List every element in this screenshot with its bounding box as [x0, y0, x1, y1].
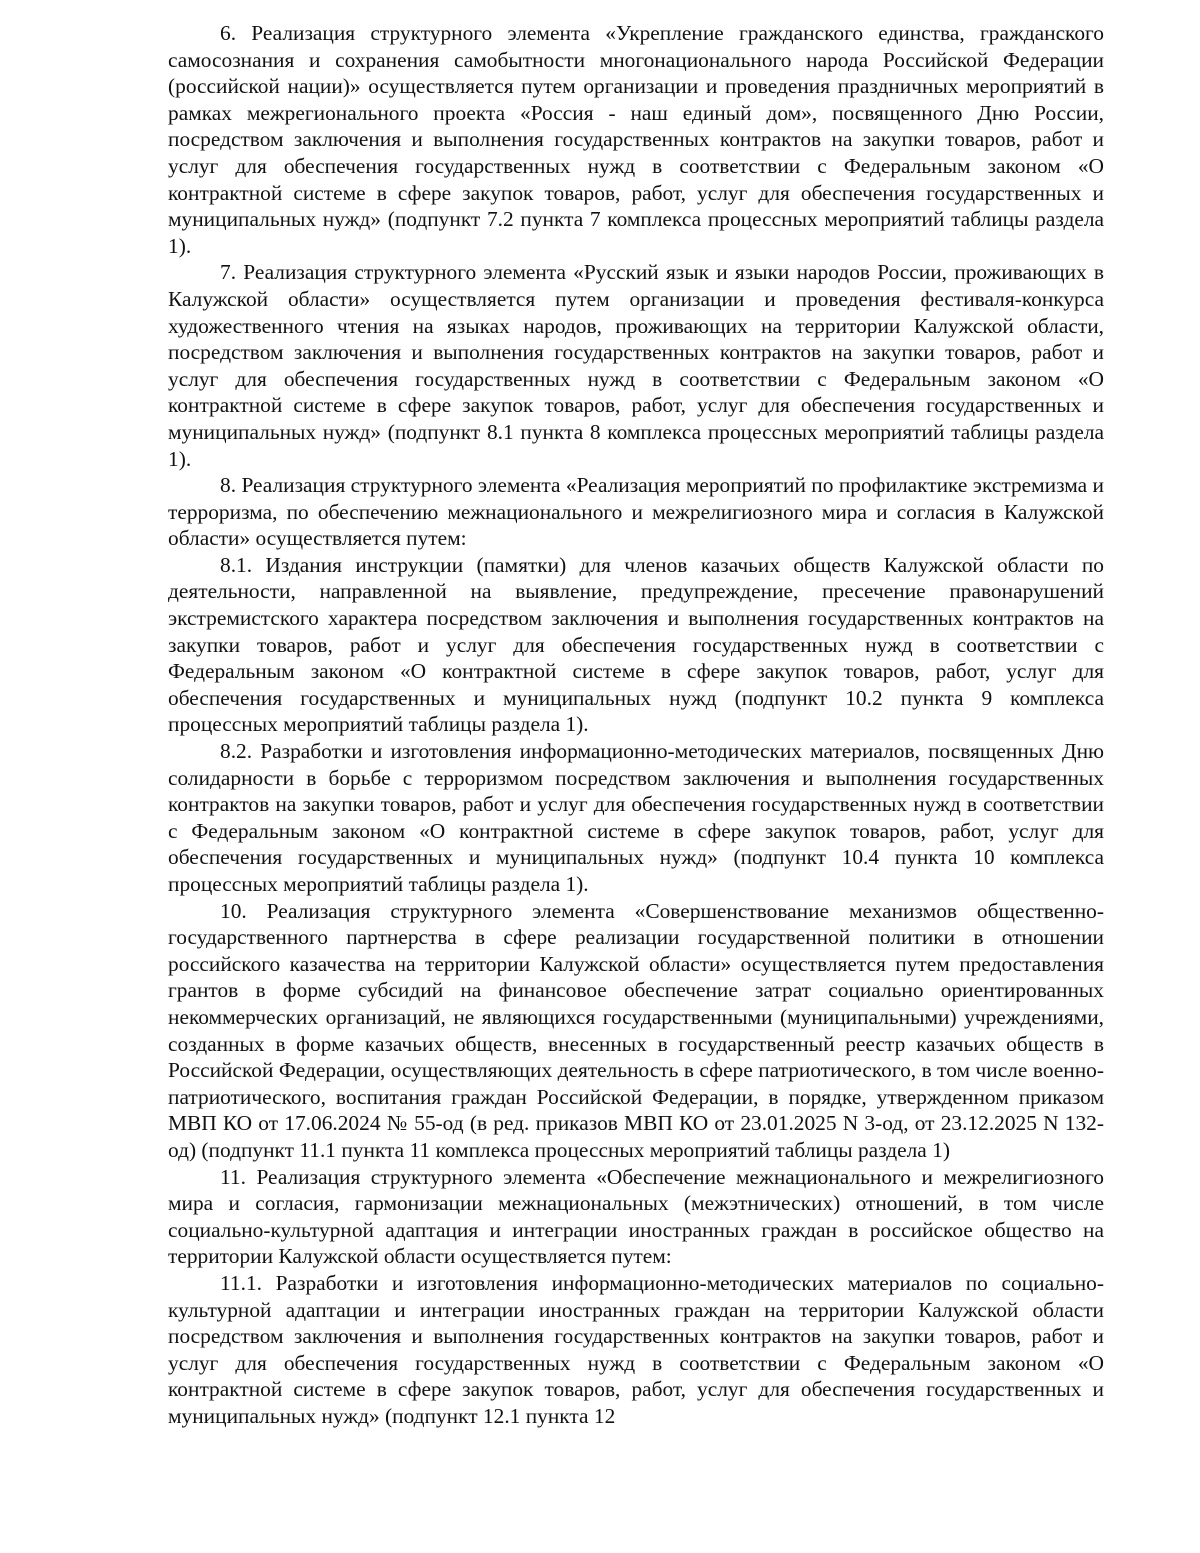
- paragraph-8-2: 8.2. Разработки и изготовления информационно-методических материалов, посвященных Дню солидарности в борьбе с терроризмом посредством заключения и выполнения государственных контрактов на закупки товаров, работ и услуг для обеспечения государственных нужд в соответствии с Федеральным законом «О контрактной системе в сфере закупок товаров, работ, услуг для обеспечения государственных и муниципальных нужд» (подпункт 10.4 пункта 10 комплекса процессных мероприятий таблицы раздела 1).: [168, 739, 1104, 896]
- paragraph-11-1: 11.1. Разработки и изготовления информационно-методических материалов по социально-культурной адаптации и интеграции иностранных граждан на территории Калужской области посредством заключения и выполнения государственных контрактов на закупки товаров, работ и услуг для обеспечения государственных нужд в соответствии с Федеральным законом «О контрактной системе в сфере закупок товаров, работ, услуг для обеспечения государственных и муниципальных нужд» (подпункт 12.1 пункта 12: [168, 1270, 1104, 1428]
- document-page: [168, 20, 1104, 1429]
- paragraph-6: 6. Реализация структурного элемента «Укрепление гражданского единства, гражданского самосознания и сохранения самобытности многонационального народа Российской Федерации (российской нации)» осуществляется путем организации и проведения праздничных мероприятий в рамках межрегионального проекта «Россия - наш единый дом», посвященного Дню России, посредством заключения и выполнения государственных контрактов на закупки товаров, работ и услуг для обеспечения государственных нужд в соответствии с Федеральным законом «О контрактной системе в сфере закупок товаров, работ, услуг для обеспечения государственных и муниципальных нужд» (подпункт 7.2 пункта 7 комплекса процессных мероприятий таблицы раздела 1).: [168, 21, 1104, 258]
- paragraph-7: 7. Реализация структурного элемента «Русский язык и языки народов России, проживающих в Калужской области» осуществляется путем организации и проведения фестиваля-конкурса художественного чтения на языках народов, проживающих на территории Калужской области, посредством заключения и выполнения государственных контрактов на закупки товаров, работ и услуг для обеспечения государственных нужд в соответствии с Федеральным законом «О контрактной системе в сфере закупок товаров, работ, услуг для обеспечения государственных и муниципальных нужд» (подпункт 8.1 пункта 8 комплекса процессных мероприятий таблицы раздела 1).: [168, 260, 1104, 471]
- paragraph-10: 10. Реализация структурного элемента «Совершенствование механизмов общественно-государственного партнерства в сфере реализации государственной политики в отношении российского казачества на территории Калужской области» осуществляется путем предоставления грантов в форме субсидий на финансовое обеспечение затрат социально ориентированных некоммерческих организаций, не являющихся государственными (муниципальными) учреждениями, созданных в форме казачьих обществ, внесенных в государственный реестр казачьих обществ в Российской Федерации, осуществляющих деятельность в сфере патриотического, в том числе военно-патриотического, воспитания граждан Российской Федерации, в порядке, утвержденном приказом МВП КО от 17.06.2024 № 55-од (в ред. приказов МВП КО от 23.01.2025 N 3-од, от 23.12.2025 N 132-од) (подпункт 11.1 пункта 11 комплекса процессных мероприятий таблицы раздела 1): [168, 898, 1104, 1162]
- paragraph-8: 8. Реализация структурного элемента «Реализация мероприятий по профилактике экстремизма и терроризма, по обеспечению межнационального и межрелигиозного мира и согласия в Калужской области» осуществляется путем:: [168, 473, 1104, 551]
- paragraph-11: 11. Реализация структурного элемента «Обеспечение межнационального и межрелигиозного мира и согласия, гармонизации межнациональных (межэтнических) отношений, в том числе социально-культурной адаптация и интеграции иностранных граждан в российское общество на территории Калужской области осуществляется путем:: [168, 1164, 1104, 1269]
- paragraph-8-1: 8.1. Издания инструкции (памятки) для членов казачьих обществ Калужской области по деятельности, направленной на выявление, предупреждение, пресечение правонарушений экстремистского характера посредством заключения и выполнения государственных контрактов на закупки товаров, работ и услуг для обеспечения государственных нужд в соответствии с Федеральным законом «О контрактной системе в сфере закупок товаров, работ, услуг для обеспечения государственных и муниципальных нужд (подпункт 10.2 пункта 9 комплекса процессных мероприятий таблицы раздела 1).: [168, 552, 1104, 737]
